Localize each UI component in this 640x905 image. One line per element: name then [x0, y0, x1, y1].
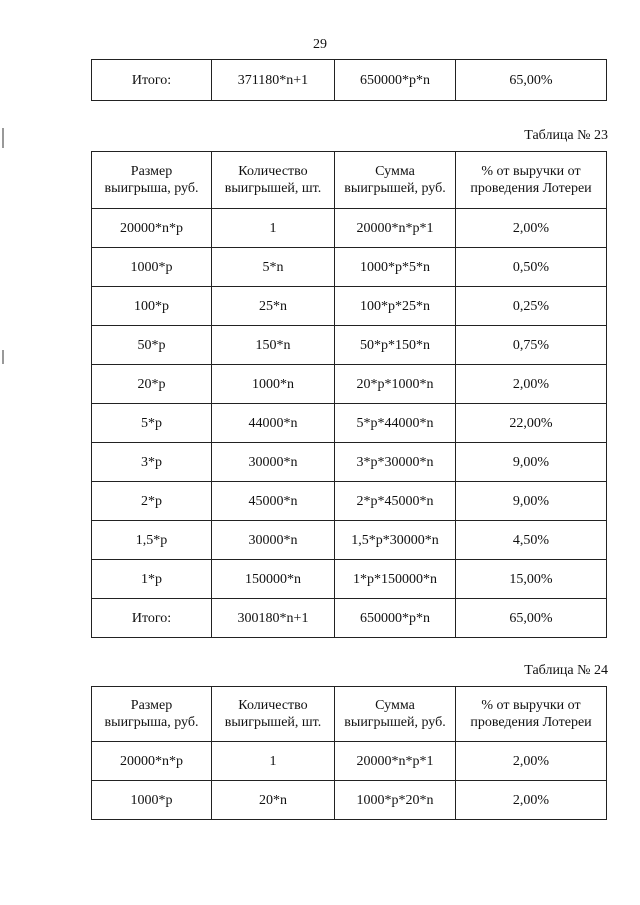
column-header-line: Количество	[238, 164, 308, 179]
table-cell: 3*p	[92, 443, 212, 482]
column-header-line: проведения Лотереи	[470, 181, 592, 196]
column-header-line: выигрышей, шт.	[224, 181, 322, 196]
column-header-line: проведения Лотереи	[470, 715, 592, 730]
table-row	[92, 209, 607, 248]
table-cell: 2,00%	[456, 742, 607, 781]
column-header-line: Сумма	[375, 164, 415, 179]
table-row	[92, 443, 607, 482]
table-row	[92, 521, 607, 560]
table-row	[92, 781, 607, 820]
table-cell: 2*p*45000*n	[335, 482, 456, 521]
column-header	[456, 152, 607, 209]
table-cell: 371180*n+1	[212, 60, 335, 101]
column-header-line: Размер	[130, 164, 173, 179]
table-cell: 20000*n*p*1	[335, 742, 456, 781]
table-cell: 20*p	[92, 365, 212, 404]
table-cell: 100*p	[92, 287, 212, 326]
column-header-line: Сумма	[375, 698, 415, 713]
continued-table	[91, 59, 607, 101]
table-cell: 20000*n*p	[92, 209, 212, 248]
column-header-line: выигрышей, шт.	[224, 715, 322, 730]
table-cell: 25*n	[212, 287, 335, 326]
table-header-row	[92, 152, 607, 209]
table-cell: 0,75%	[456, 326, 607, 365]
table-cell: 1000*p*20*n	[335, 781, 456, 820]
table-cell: 9,00%	[456, 443, 607, 482]
table-cell: 50*p*150*n	[335, 326, 456, 365]
table-cell: 1,5*p	[92, 521, 212, 560]
table-row-total	[92, 60, 607, 101]
table-cell: 150*n	[212, 326, 335, 365]
table-cell: 5*p*44000*n	[335, 404, 456, 443]
table-cell: 20*n	[212, 781, 335, 820]
column-header	[212, 152, 335, 209]
table-cell: 15,00%	[456, 560, 607, 599]
table-cell: 22,00%	[456, 404, 607, 443]
table-cell: 1*p	[92, 560, 212, 599]
column-header-line: выигрышей, руб.	[344, 715, 446, 730]
column-header	[335, 152, 456, 209]
table-cell: 0,50%	[456, 248, 607, 287]
table-cell: 4,50%	[456, 521, 607, 560]
table-row	[92, 365, 607, 404]
column-header-line: % от выручки от	[481, 698, 581, 713]
table-cell: 2,00%	[456, 781, 607, 820]
table-cell: 3*p*30000*n	[335, 443, 456, 482]
column-header-line: % от выручки от	[481, 164, 581, 179]
table-cell: 100*p*25*n	[335, 287, 456, 326]
column-header	[92, 152, 212, 209]
table-cell: 65,00%	[456, 599, 607, 638]
table-cell: 45000*n	[212, 482, 335, 521]
column-header	[456, 687, 607, 742]
table-row	[92, 248, 607, 287]
table-cell: 65,00%	[456, 60, 607, 101]
page-number: 29	[313, 37, 327, 52]
table-row	[92, 599, 607, 638]
table-cell: 1000*p	[92, 248, 212, 287]
table-cell: 1000*p*5*n	[335, 248, 456, 287]
table-cell: 2,00%	[456, 365, 607, 404]
table-cell: 1	[212, 209, 335, 248]
column-header-line: выигрыша, руб.	[104, 715, 199, 730]
table-cell: 1*p*150000*n	[335, 560, 456, 599]
column-header-line: выигрыша, руб.	[104, 181, 199, 196]
column-header-line: Количество	[238, 698, 308, 713]
table-row	[92, 404, 607, 443]
scan-edge-mark	[2, 128, 4, 148]
table-cell: 44000*n	[212, 404, 335, 443]
table-cell: 2,00%	[456, 209, 607, 248]
table-cell: 5*n	[212, 248, 335, 287]
table-cell: 20*p*1000*n	[335, 365, 456, 404]
table-row	[92, 482, 607, 521]
table-24-caption: Таблица № 24	[524, 663, 608, 678]
table-cell: 1	[212, 742, 335, 781]
table-cell: 2*p	[92, 482, 212, 521]
table-row	[92, 287, 607, 326]
table-cell: 300180*n+1	[212, 599, 335, 638]
table-cell: 5*p	[92, 404, 212, 443]
table-cell: 30000*n	[212, 443, 335, 482]
table-cell: Итого:	[92, 60, 212, 101]
table-24	[91, 686, 607, 820]
table-cell: 1,5*p*30000*n	[335, 521, 456, 560]
scan-edge-mark	[2, 350, 4, 364]
table-cell: 650000*p*n	[335, 60, 456, 101]
column-header-line: выигрышей, руб.	[344, 181, 446, 196]
table-header-row	[92, 687, 607, 742]
column-header	[212, 687, 335, 742]
table-cell: 9,00%	[456, 482, 607, 521]
table-23	[91, 151, 607, 638]
table-cell: 0,25%	[456, 287, 607, 326]
table-row	[92, 560, 607, 599]
table-cell: Итого:	[92, 599, 212, 638]
table-cell: 150000*n	[212, 560, 335, 599]
table-cell: 20000*n*p*1	[335, 209, 456, 248]
table-cell: 50*p	[92, 326, 212, 365]
table-cell: 30000*n	[212, 521, 335, 560]
column-header-line: Размер	[130, 698, 173, 713]
table-cell: 1000*n	[212, 365, 335, 404]
column-header	[335, 687, 456, 742]
table-cell: 650000*p*n	[335, 599, 456, 638]
table-row	[92, 326, 607, 365]
table-cell: 1000*p	[92, 781, 212, 820]
table-row	[92, 742, 607, 781]
table-cell: 20000*n*p	[92, 742, 212, 781]
table-23-caption: Таблица № 23	[524, 128, 608, 143]
column-header	[92, 687, 212, 742]
